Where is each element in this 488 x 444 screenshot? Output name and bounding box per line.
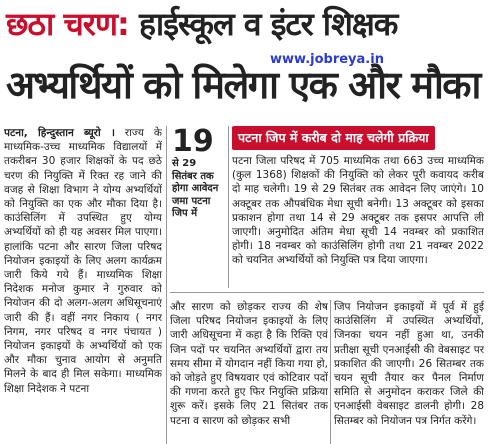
subsection-heading: पटना जिप में करीब दो माह चलेगी प्रक्रिया	[232, 126, 435, 150]
article-column-3	[334, 300, 484, 444]
subsection-text: पटना जिला परिषद में 705 माध्यमिक तथा 663 उच्च माध्यमिक (कुल 1368) शिक्षकों की नियुक्ति को लेकर पूरी कवायद करीब दो माह चलेगी। 19 से 29 सितंबर तक आवेदन लिए जाएंगे। 10 अक्टूबर तक औपबंधिक मेधा सूची बनेगी। 13 अक्टूबर को इसका प्रकाशन होगा तथा 14 से 29 अक्टूबर तक इसपर आपत्ति ली जाएगी। अनुमोदित अंतिम मेधा सूची 14 नवम्बर को प्रकाशित होगी। 18 नवम्बर को काउंसिलिंग होगी तथा 21 नवम्बर 2022 को चयनित अभ्यर्थियों को नियुक्ति पत्र दिया जाएगा।	[232, 155, 484, 267]
highlight-box	[172, 126, 222, 221]
watermark-link[interactable]: www.jobreya.in	[270, 52, 384, 67]
article-column-1	[4, 126, 162, 444]
headline-topic: हाईस्कूल व इंटर शिक्षक	[138, 5, 398, 43]
column-2-text: और सारण को छोड़कर राज्य की शेष जिला परिषद नियोजन इकाइयों के लिए जारी अधिसूचना में कहा है कि रिक्ति एवं जिन पदों पर चयनित अभ्यर्थियों द्वारा तय समय सीमा में योगदान नहीं किया गया हो, को जोड़ते हुए विषयवार एवं कोटिवार पदों की गणना करते हुए फिर नियुक्ति प्रक्रिया शुरू करें। इसके लिए 21 सितंबर तक पटना व सारण को छोड़कर सभी	[170, 301, 328, 427]
headline-line-2: अभ्यर्थियों को मिलेगा एक और मौका	[6, 63, 480, 107]
headline	[0, 0, 488, 116]
highlight-text: से 29 सितंबर तक होगा आवेदन जमा पटना जिप में	[172, 158, 219, 219]
article-column-2	[170, 300, 328, 444]
headline-phase-label: छठा चरण:	[6, 5, 129, 43]
column-divider-2	[330, 300, 331, 444]
column-1-text: राज्य के माध्यमिक-उच्च माध्यमिक विद्यालयों में तकरीबन 30 हजार शिक्षकों के पद छठे चरण की नियुक्ति में रिक्त रह जाने की वजह से शिक्षा विभाग ने योग्य अभ्यर्थियों को नियुक्ति का एक और मौका दिया है। काउंसिलिंग में उपस्थित हुए योग्य अभ्यर्थियों को ही यह अवसर मिल पाएगा। हालांकि पटना और सारण जिला परिषद नियोजन इकाइयों के लिए अलग कार्यक्रम जारी किये गये हैं। माध्यमिक शिक्षा निदेशक मनोज कुमार ने गुरुवार को नियोजन की दो अलग-अलग अधिसूचनाएं जारी की हैं। वहीं नगर निकाय ( नगर निगम, नगर परिषद व नगर पंचायत ) नियोजन इकाइयों के अभ्यर्थियों को एक और मौका चुनाव आयोग से अनुमति मिलने के बाद ही मिल सकेगा। माध्यमिक शिक्षा निदेशक ने पटना	[4, 127, 162, 395]
headline-line-1	[6, 5, 398, 43]
column-3-text: जिप नियोजन इकाइयों में पूर्व में हुई काउंसिलिंग में उपस्थित अभ्यर्थियों, जिनका चयन नहीं हुआ था, उनकी प्रतीक्षा सूची एनआईसी की वेबसाइट पर प्रकाशित की जाएगी। 26 सितम्बर तक चयन सूची तैयार कर पैनल निर्माण समिति से अनुमोदन कराकर जिले की एनआईसी वेबसाइट डालनी होगी। 28 सितम्बर को नियोजन पत्र निर्गत करेंगे।	[334, 301, 484, 427]
highlight-number: 19	[172, 124, 214, 159]
section-divider	[170, 292, 484, 293]
box-divider	[228, 126, 229, 288]
column-divider	[166, 126, 167, 444]
dateline: पटना, हिन्दुस्तान ब्यूरो ।	[4, 127, 115, 139]
subsection	[232, 126, 484, 294]
